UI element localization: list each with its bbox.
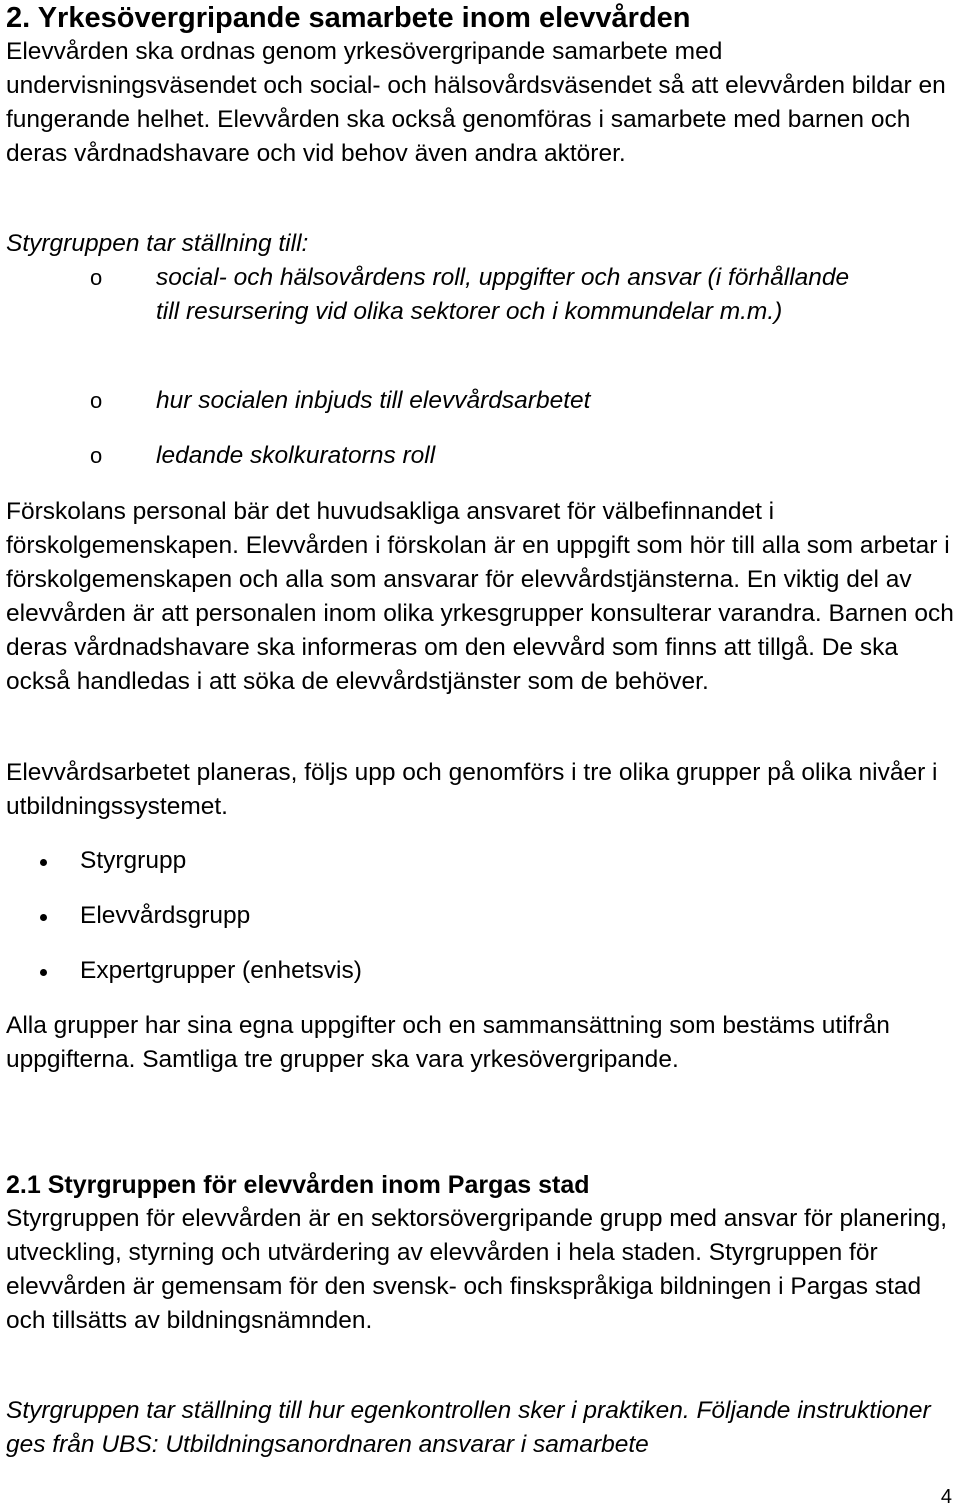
bullet-icon: [40, 914, 47, 921]
subsection-heading: 2.1 Styrgruppen för elevvården inom Pargas stad: [6, 1171, 590, 1199]
circle-bullet-icon: o: [90, 388, 103, 413]
steering-item-text: hur socialen inbjuds till elevvårdsarbetet: [156, 387, 591, 414]
circle-bullet-icon: o: [90, 265, 103, 290]
page-number: 4: [940, 1486, 952, 1508]
preschool-paragraph: Förskolans personal bär det huvudsakliga ansvaret för välbefinnandet i förskolgemenskapen. Elevvården i förskolan är en uppgift som hör till alla som arbetar i förskolgemenskapen och alla som ansvarar för elevvårdstjänsterna. En viktig del av elevvården är att personalen inom olika yrkesgrupper konsulterar varandra. Barnen och deras vårdnadshavare ska informeras om den elevvård som finns att tillgå. De ska också handledas i att söka de elevvårdstjänster som de behöver.: [6, 498, 954, 695]
self-monitoring-paragraph: Styrgruppen tar ställning till hur egenkontrollen sker i praktiken. Följande instruktioner ges från UBS: Utbildningsanordnaren ansvarar i samarbete: [6, 1397, 931, 1458]
group-name: Styrgrupp: [80, 847, 187, 874]
steering-item-text: ledande skolkuratorns roll: [156, 442, 436, 469]
bullet-icon: [40, 969, 47, 976]
group-name: Expertgrupper (enhetsvis): [80, 957, 362, 984]
groups-outro: Alla grupper har sina egna uppgifter och en sammansättning som bestäms utifrån uppgifterna. Samtliga tre grupper ska vara yrkesövergripande.: [6, 1012, 890, 1073]
bullet-icon: [40, 859, 47, 866]
steering-group-paragraph: Styrgruppen för elevvården är en sektorsövergripande grupp med ansvar för planering, utveckling, styrning och utvärdering av elevvården i hela staden. Styrgruppen för elevvården är gemensam för den svensk- och finskspråkiga bildningen i Pargas stad och tillsätts av bildningsnämnden.: [6, 1205, 948, 1334]
intro-paragraph: Elevvården ska ordnas genom yrkesövergripande samarbete med undervisningsväsendet och social- och hälsovårdsväsendet så att elevvården bildar en fungerande helhet. Elevvården ska också genomföras i samarbete med barnen och deras vårdnadshavare och vid behov även andra aktörer.: [6, 38, 946, 167]
groups-intro: Elevvårdsarbetet planeras, följs upp och genomförs i tre olika grupper på olika nivåer i utbildningssystemet.: [6, 759, 938, 820]
steering-intro: Styrgruppen tar ställning till:: [6, 230, 309, 257]
section-heading: 2. Yrkesövergripande samarbete inom elevvården: [6, 2, 691, 34]
steering-item-text: social- och hälsovårdens roll, uppgifter och ansvar (i förhållande till resursering vid olika sektorer och i kommundelar m.m.): [156, 264, 850, 325]
circle-bullet-icon: o: [90, 443, 103, 468]
group-name: Elevvårdsgrupp: [80, 902, 251, 929]
